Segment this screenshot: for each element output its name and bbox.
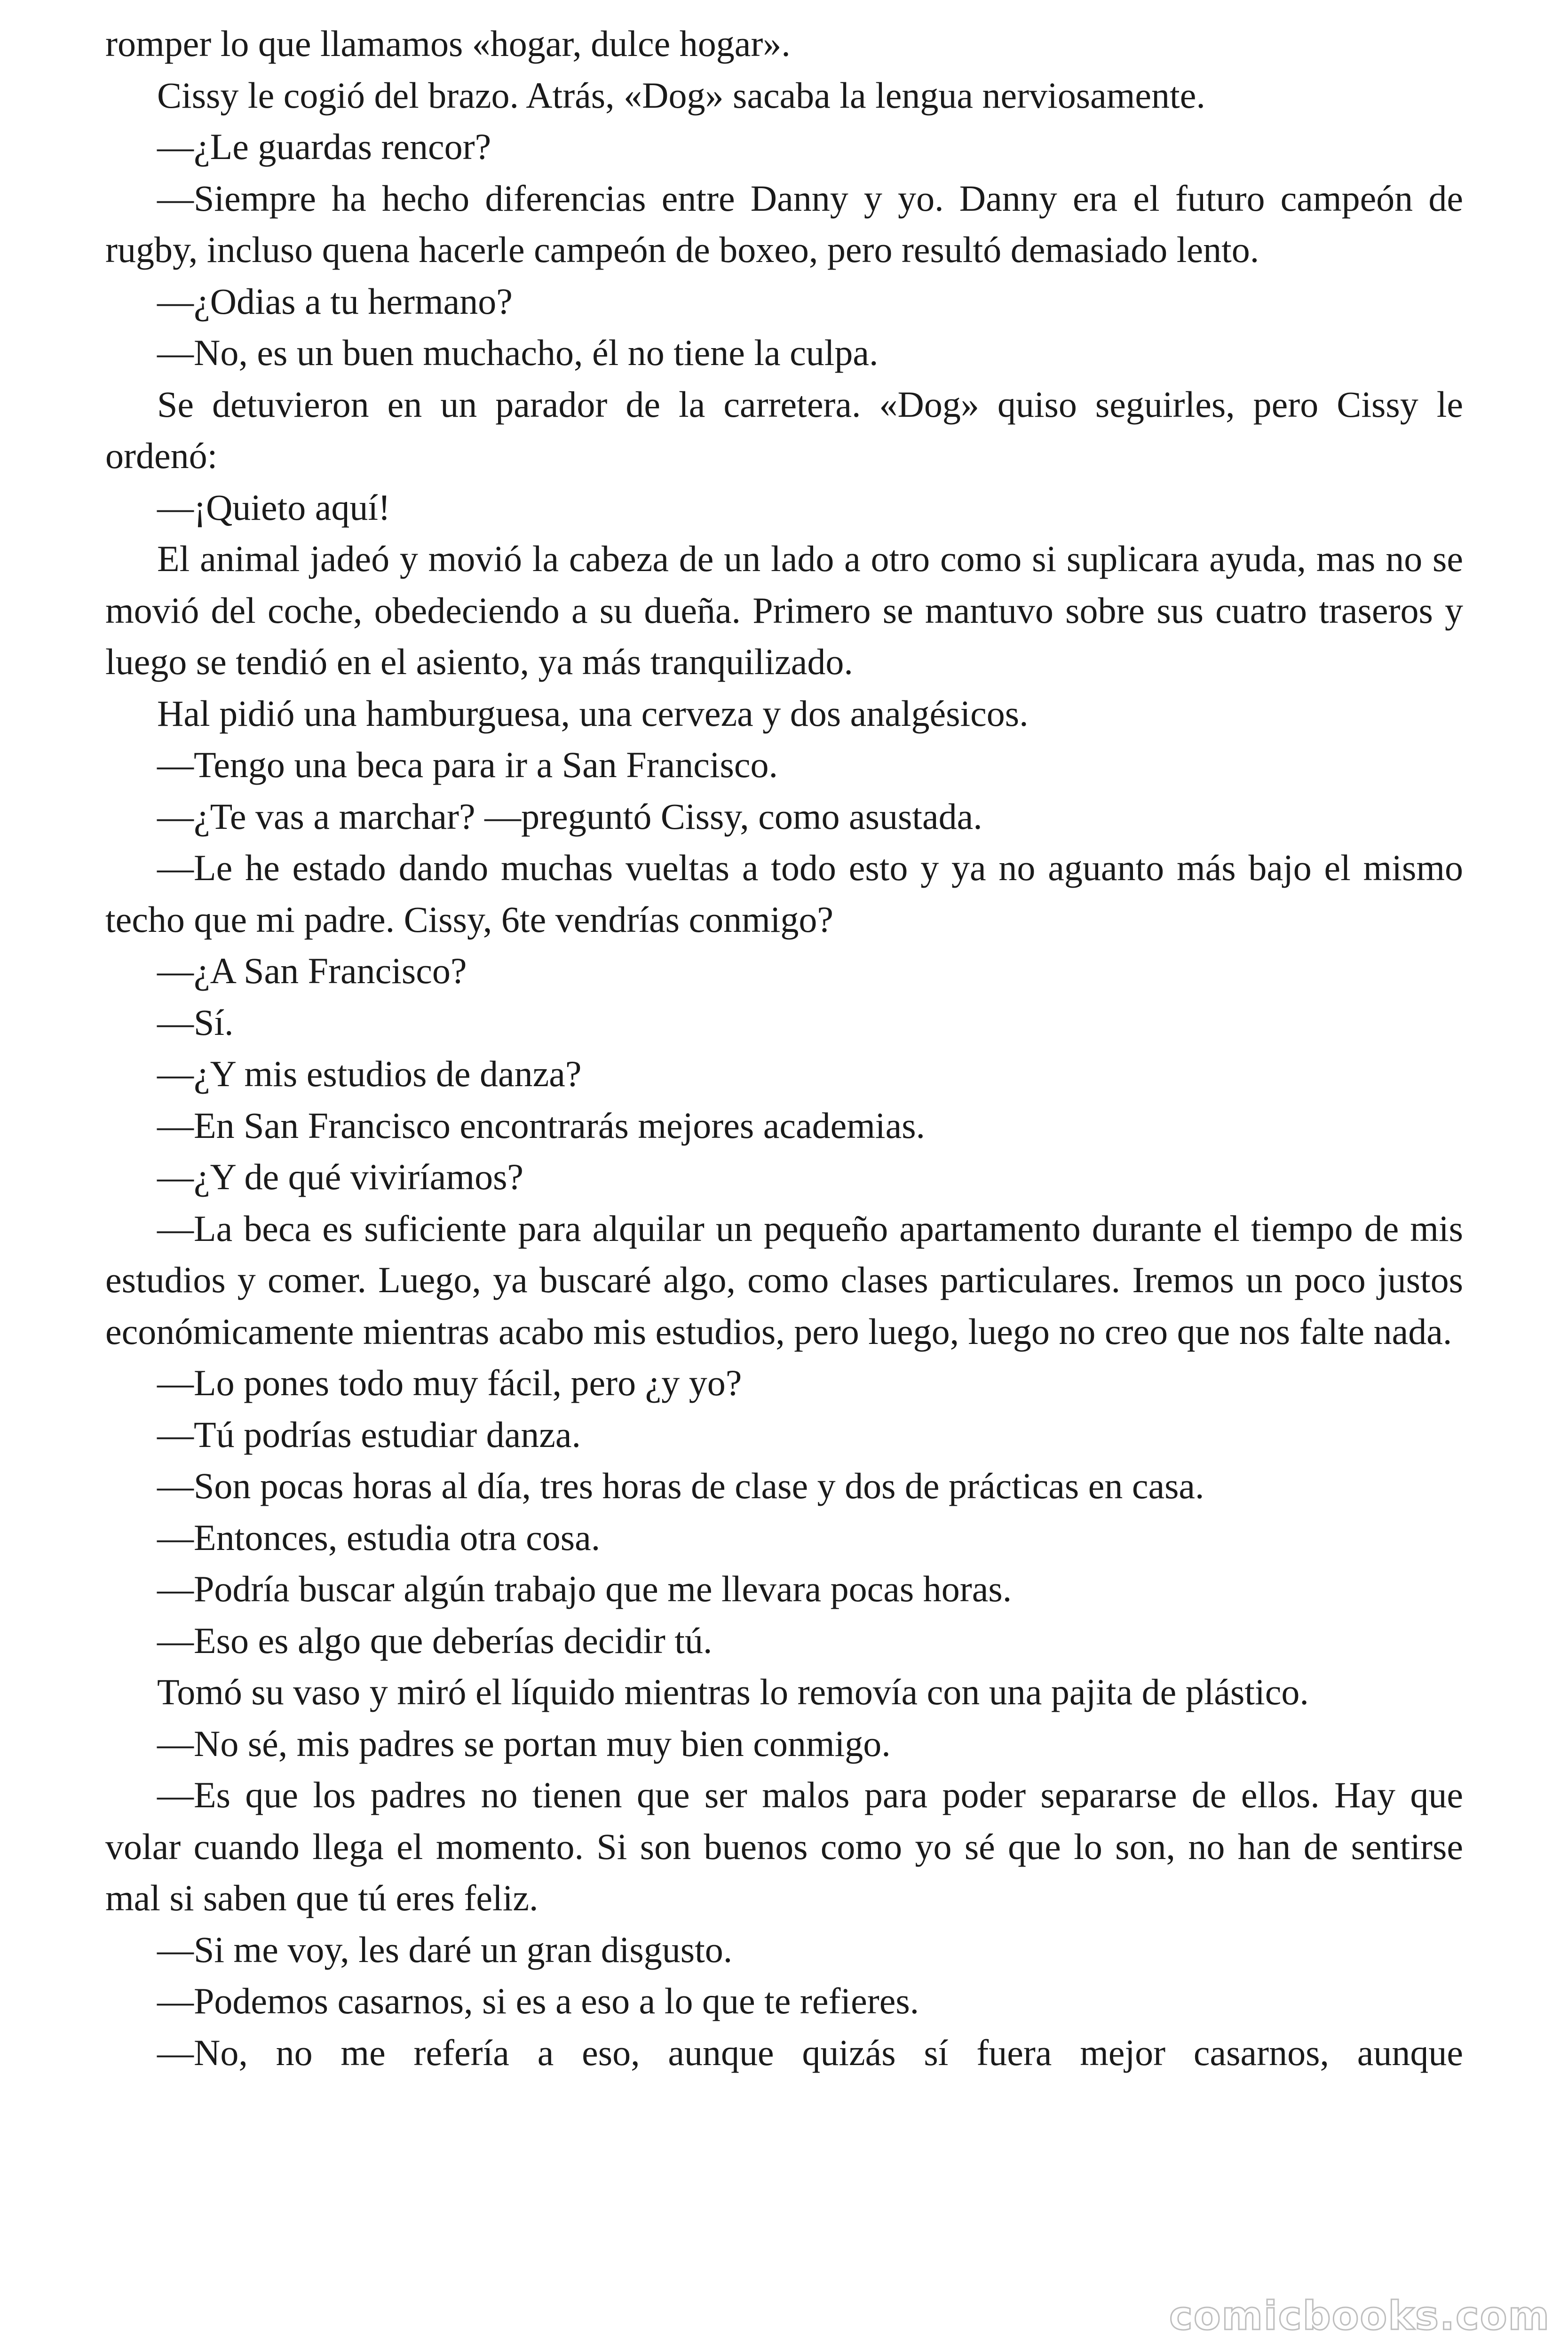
paragraph-5: —No, es un buen muchacho, él no tiene la culpa. bbox=[157, 332, 879, 373]
paragraph-11: —¿Te vas a marchar? —preguntó Cissy, como asustada. bbox=[157, 795, 982, 837]
paragraph-16: —En San Francisco encontrarás mejores academias. bbox=[157, 1104, 926, 1146]
paragraph-15: —¿Y mis estudios de danza? bbox=[157, 1053, 582, 1094]
paragraph-12: —Le he estado dando muchas vueltas a todo esto y ya no aguanto más bajo el mismo techo que mi padre. Cissy, 6te vendrías conmigo? bbox=[105, 847, 1463, 940]
paragraph-29: —Podemos casarnos, si es a eso a lo que te refieres. bbox=[157, 1980, 919, 2021]
paragraph-22: —Entonces, estudia otra cosa. bbox=[157, 1517, 601, 1558]
paragraph-10: —Tengo una beca para ir a San Francisco. bbox=[157, 744, 778, 785]
paragraph-8: El animal jadeó y movió la cabeza de un lado a otro como si suplicara ayuda, mas no se movió del coche, obedeciendo a su dueña. Primero se mantuvo sobre sus cuatro traseros y luego se tendió en el asiento, ya más tranquilizado. bbox=[105, 538, 1463, 682]
document-page bbox=[105, 18, 1463, 2078]
paragraph-23: —Podría buscar algún trabajo que me llevara pocas horas. bbox=[157, 1568, 1012, 1609]
paragraph-24: —Eso es algo que deberías decidir tú. bbox=[157, 1620, 713, 1661]
paragraph-6: Se detuvieron en un parador de la carretera. «Dog» quiso seguirles, pero Cissy le ordenó: bbox=[105, 383, 1463, 476]
paragraph-9: Hal pidió una hamburguesa, una cerveza y dos analgésicos. bbox=[157, 692, 1029, 734]
paragraph-27: —Es que los padres no tienen que ser malos para poder separarse de ellos. Hay que volar cuando llega el momento. Si son buenos como yo sé que lo son, no han de sentirse mal si saben que tú eres feliz. bbox=[105, 1774, 1463, 1918]
paragraph-4: —¿Odias a tu hermano? bbox=[157, 280, 513, 322]
paragraph-17: —¿Y de qué viviríamos? bbox=[157, 1156, 524, 1197]
paragraph-0: romper lo que llamamos «hogar, dulce hogar». bbox=[105, 23, 791, 64]
paragraph-1: Cissy le cogió del brazo. Atrás, «Dog» sacaba la lengua nerviosamente. bbox=[157, 74, 1205, 116]
paragraph-18: —La beca es suficiente para alquilar un pequeño apartamento durante el tiempo de mis estudios y comer. Luego, ya buscaré algo, como clases particulares. Iremos un poco justos económicamente mientras acabo mis estudios, pero luego, luego no creo que nos falte nada. bbox=[105, 1208, 1463, 1352]
paragraph-3: —Siempre ha hecho diferencias entre Danny y yo. Danny era el futuro campeón de rugby, incluso quena hacerle campeón de boxeo, pero resultó demasiado lento. bbox=[105, 177, 1463, 270]
paragraph-2: —¿Le guardas rencor? bbox=[157, 126, 491, 167]
paragraph-14: —Sí. bbox=[157, 1001, 234, 1043]
paragraph-21: —Son pocas horas al día, tres horas de clase y dos de prácticas en casa. bbox=[157, 1465, 1204, 1506]
paragraph-28: —Si me voy, les daré un gran disgusto. bbox=[157, 1929, 733, 1970]
paragraph-20: —Tú podrías estudiar danza. bbox=[157, 1414, 581, 1455]
watermark-logo: comicbooks.com bbox=[1169, 2293, 1550, 2339]
paragraph-19: —Lo pones todo muy fácil, pero ¿y yo? bbox=[157, 1362, 742, 1403]
paragraph-26: —No sé, mis padres se portan muy bien conmigo. bbox=[157, 1723, 891, 1764]
paragraph-13: —¿A San Francisco? bbox=[157, 950, 467, 991]
paragraph-25: Tomó su vaso y miró el líquido mientras lo removía con una pajita de plástico. bbox=[157, 1671, 1309, 1712]
paragraph-7: —¡Quieto aquí! bbox=[157, 486, 391, 528]
paragraph-30: —No, no me refería a eso, aunque quizás sí fuera mejor casarnos, aunque bbox=[157, 2032, 1463, 2073]
